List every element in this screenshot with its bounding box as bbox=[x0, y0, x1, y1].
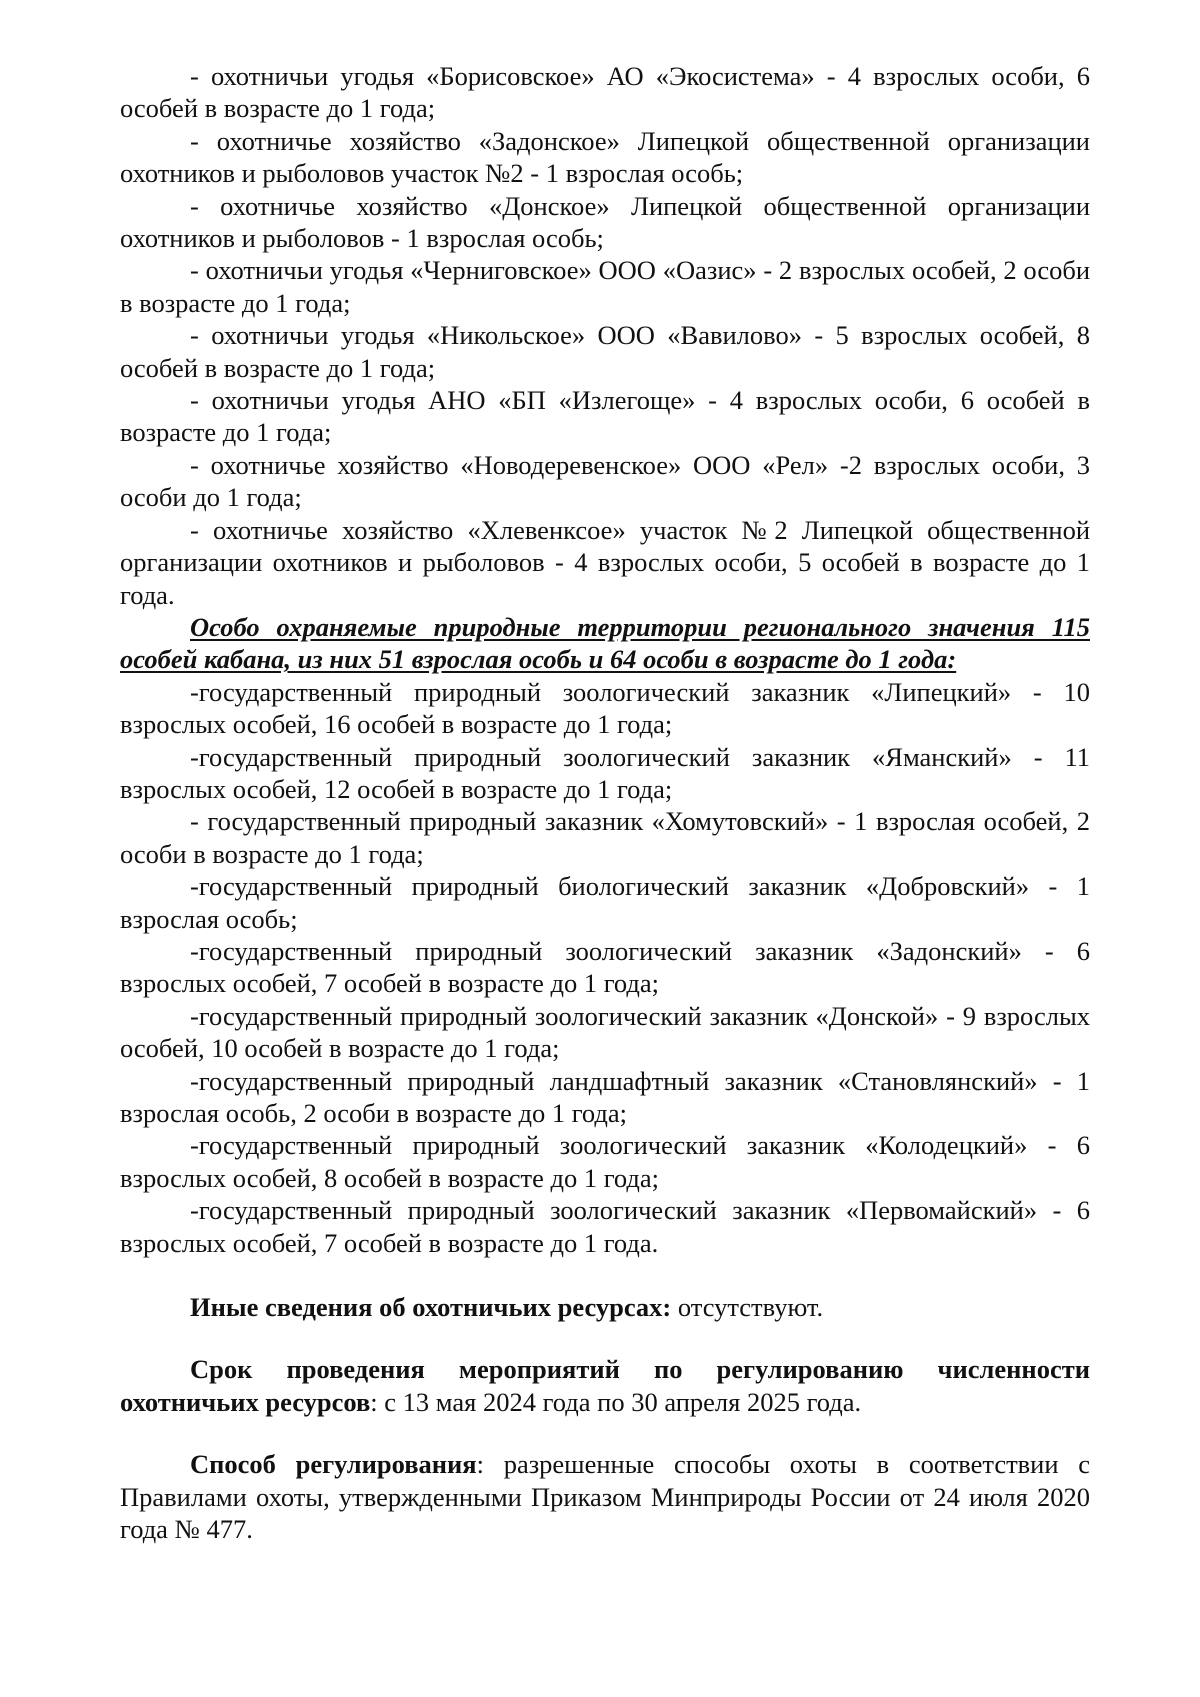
list-item: -государственный природный зоологический заказник «Колодецкий» - 6 взрослых особей, 8 особей в возрасте до 1 года; bbox=[120, 1130, 1090, 1193]
method-paragraph bbox=[120, 1448, 1090, 1545]
protected-areas-list bbox=[120, 676, 1090, 1259]
method-label: Способ регулирования bbox=[190, 1449, 477, 1480]
list-item: -государственный природный зоологический заказник «Первомайский» - 6 взрослых особей, 7 особей в возрасте до 1 года. bbox=[120, 1195, 1090, 1258]
list-item: -государственный природный биологический заказник «Добровский» - 1 взрослая особь; bbox=[120, 871, 1090, 934]
other-info-label: Иные сведения об охотничьих ресурсах: bbox=[190, 1292, 672, 1323]
hunting-grounds-list bbox=[120, 60, 1090, 611]
other-info-paragraph bbox=[120, 1291, 1090, 1323]
list-item: -государственный природный ландшафтный заказник «Становлянский» - 1 взрослая особь, 2 особи в возрасте до 1 года; bbox=[120, 1065, 1090, 1128]
list-item: - охотничье хозяйство «Хлевенксое» участок №2 Липецкой общественной организации охотников и рыболовов - 4 взрослых особи, 5 особей в возрасте до 1 года. bbox=[120, 514, 1090, 610]
section-heading-oopt: Особо охраняемые природные территории регионального значения 115 особей кабана, из них 51 взрослая особь и 64 особи в возрасте до 1 года: bbox=[120, 611, 1090, 675]
list-item: - охотничьи угодья АНО «БП «Излегоще» - 4 взрослых особи, 6 особей в возрасте до 1 года; bbox=[120, 385, 1090, 448]
term-paragraph bbox=[120, 1353, 1090, 1418]
list-item: - охотничьи угодья «Борисовское» АО «Экосистема» - 4 взрослых особи, 6 особей в возрасте до 1 года; bbox=[120, 61, 1090, 124]
list-item: - охотничьи угодья «Черниговское» ООО «Оазис» - 2 взрослых особей, 2 особи в возрасте до 1 года; bbox=[120, 255, 1090, 318]
term-label: Срок проведения мероприятий по регулированию численности охотничьих ресурсов bbox=[120, 1354, 1090, 1417]
list-item: - охотничье хозяйство «Новодеревенское» ООО «Рел» -2 взрослых особи, 3 особи до 1 года; bbox=[120, 449, 1090, 513]
list-item: - охотничье хозяйство «Донское» Липецкой общественной организации охотников и рыболовов - 1 взрослая особь; bbox=[120, 190, 1090, 254]
list-item: -государственный природный зоологический заказник «Задонский» - 6 взрослых особей, 7 особей в возрасте до 1 года; bbox=[120, 935, 1090, 999]
list-item: -государственный природный зоологический заказник «Донской» - 9 взрослых особей, 10 особей в возрасте до 1 года; bbox=[120, 1000, 1090, 1064]
list-item: -государственный природный зоологический заказник «Яманский» - 11 взрослых особей, 12 особей в возрасте до 1 года; bbox=[120, 741, 1090, 804]
list-item: - государственный природный заказник «Хомутовский» - 1 взрослая особей, 2 особи в возрасте до 1 года; bbox=[120, 806, 1090, 869]
method-value: : разрешенные способы охоты в соответствии с Правилами охоты, утвержденными Приказом Минприроды России от 24 июля 2020 года № 477. bbox=[120, 1449, 1090, 1545]
list-item: - охотничьи угодья «Никольское» ООО «Вавилово» - 5 взрослых особей, 8 особей в возрасте до 1 года; bbox=[120, 320, 1090, 383]
other-info-value: отсутствуют. bbox=[671, 1292, 824, 1323]
list-item: - охотничье хозяйство «Задонское» Липецкой общественной организации охотников и рыболовов участок №2 - 1 взрослая особь; bbox=[120, 125, 1090, 189]
list-item: -государственный природный зоологический заказник «Липецкий» - 10 взрослых особей, 16 особей в возрасте до 1 года; bbox=[120, 676, 1090, 740]
term-value: : с 13 мая 2024 года по 30 апреля 2025 года. bbox=[370, 1386, 862, 1417]
